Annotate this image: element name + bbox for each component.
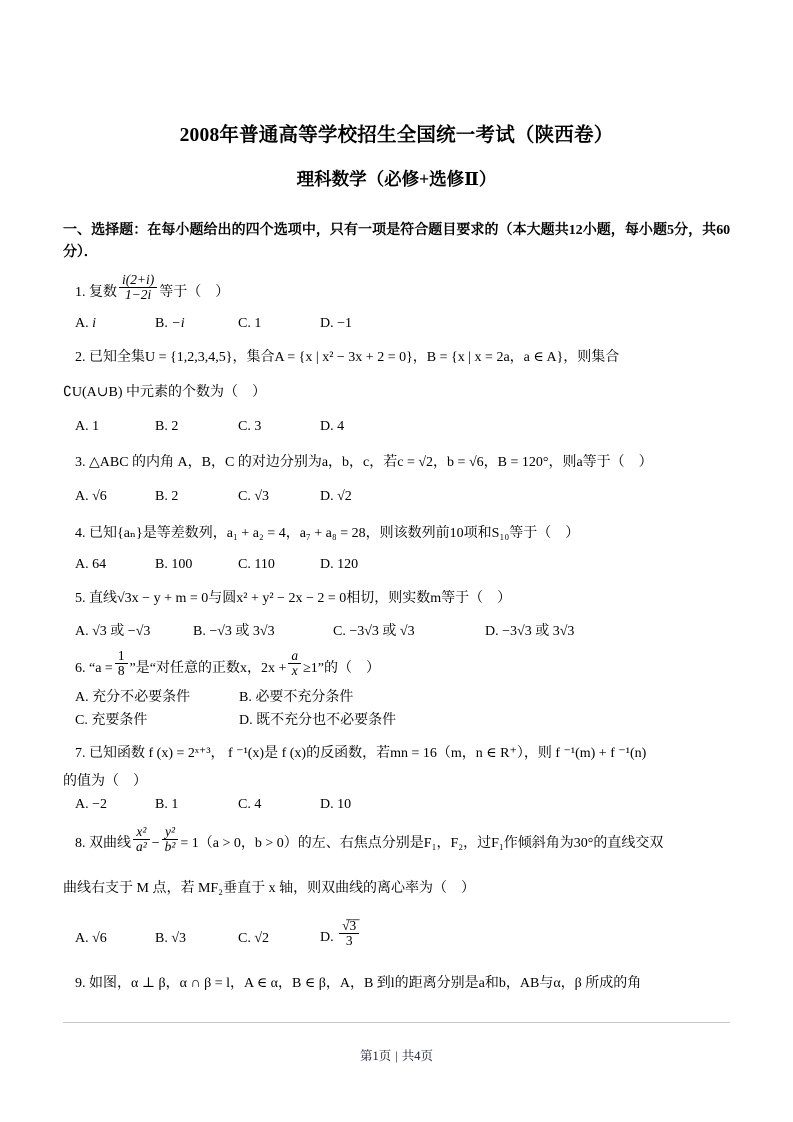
option-a[interactable]: A. √6 xyxy=(75,930,107,946)
question-6-stem: 6. “a = $\frac{1}{8}$ ”是“对任意的正数x，2x + $\frac{a}{x}$ ≥1”的（ ） xyxy=(75,648,380,679)
footer-divider xyxy=(63,1022,730,1023)
option-a[interactable]: A. 1 xyxy=(75,418,100,434)
option-c[interactable]: C. 110 xyxy=(238,556,275,572)
question-4-options xyxy=(63,554,730,575)
question-3-number: 3. xyxy=(75,454,86,470)
footer-total-pages: 共4页 xyxy=(401,1049,434,1063)
question-1 xyxy=(63,272,730,334)
question-8-fraction-y: $\frac{\text{y²}}{\text{b²}}$ xyxy=(162,825,179,854)
question-2-options xyxy=(63,416,730,437)
page-subtitle: 理科数学（必修+选修Ⅱ） xyxy=(296,169,497,190)
question-4-stem: 4. 已知{aₙ}是等差数列，a₁ + a₂ = 4，a₇ + a₈ = 28，则该数列前10项和S₁₀等于（ ） xyxy=(75,525,580,541)
option-d[interactable]: D. √2 xyxy=(320,488,352,504)
option-a[interactable]: A. i xyxy=(75,315,97,331)
question-1-fraction: $\frac{i(2+i)}{1-2i}$ xyxy=(119,273,157,302)
question-5-options xyxy=(63,621,730,642)
option-c[interactable]: C. 4 xyxy=(238,797,262,813)
question-1-stem xyxy=(63,272,730,307)
option-c[interactable]: C. 1 xyxy=(238,315,262,331)
question-5 xyxy=(63,588,730,642)
question-3-options xyxy=(63,486,730,507)
option-d[interactable]: D. −1 xyxy=(320,315,353,331)
option-d[interactable]: D. 10 xyxy=(320,797,352,813)
question-6-number: 6. xyxy=(75,660,86,676)
question-7-number: 7. xyxy=(75,746,86,762)
question-6-fraction-2: $\frac{a}{x}$ xyxy=(288,649,301,678)
question-7 xyxy=(63,743,730,815)
question-8-options xyxy=(63,917,730,952)
question-6-options-row2 xyxy=(63,710,730,731)
question-8-stem-line1: 8. 双曲线 $\frac{\text{x²}}{\text{a²}}$ − $\frac{\text{y²}}{\text{b²}}$ = 1（a > 0，b > 0）的左、右焦点分别是F₁，F₂，过F₁作倾斜角为30°的直线交双 xyxy=(75,823,664,854)
question-5-number: 5. xyxy=(75,590,86,606)
page-title: 2008年普通高等学校招生全国统一考试（陕西卷） xyxy=(179,125,614,146)
question-1-options xyxy=(63,313,730,334)
page-footer xyxy=(0,1046,793,1064)
question-6-fraction-1: $\frac{1}{8}$ xyxy=(115,649,128,678)
question-1-suffix: 等于（ ） xyxy=(159,284,230,300)
option-a[interactable]: A. 64 xyxy=(75,556,107,572)
option-b[interactable]: B. −√3 或 3√3 xyxy=(193,623,275,639)
question-5-stem: 5. 直线√3x − y + m = 0与圆x² + y² − 2x − 2 = 0相切，则实数m等于（ ） xyxy=(75,590,512,606)
question-7-stem-line1: 7. 已知函数 f (x) = 2ˣ⁺³， f ⁻¹(x)是 f (x)的反函数，若mn = 16（m，n ∈ R⁺），则 f ⁻¹(m) + f ⁻¹(n) xyxy=(75,746,647,762)
question-7-stem-line2: 的值为（ ） xyxy=(63,774,147,790)
question-2-stem-line2: ∁U(A∪B) 中元素的个数为（ ） xyxy=(63,384,267,400)
option-b[interactable]: B. 1 xyxy=(155,797,179,813)
footer-separator: | xyxy=(395,1049,398,1063)
option-c[interactable]: C. 充要条件 xyxy=(75,713,148,729)
option-c[interactable]: C. 3 xyxy=(238,418,262,434)
option-b[interactable]: B. 100 xyxy=(155,556,193,572)
option-d-fraction: $\frac{√̅3̅}{3}$ xyxy=(339,919,359,948)
option-b[interactable]: B. 2 xyxy=(155,488,179,504)
question-9 xyxy=(63,973,730,994)
question-8-number: 8. xyxy=(75,836,86,852)
option-a[interactable]: A. −2 xyxy=(75,797,108,813)
question-4-number: 4. xyxy=(75,525,86,541)
option-a[interactable]: A. √3 或 −√3 xyxy=(75,623,151,639)
question-9-number: 9. xyxy=(75,975,86,991)
question-3 xyxy=(63,452,730,507)
option-b[interactable]: B. −i xyxy=(155,315,185,331)
question-3-stem: 3. △ABC 的内角 A，B，C 的对边分别为a，b，c，若c = √2，b = √6，B = 120°，则a等于（ ） xyxy=(75,454,653,470)
question-7-options xyxy=(63,794,730,815)
footer-current-page: 第1页 xyxy=(359,1049,392,1063)
option-d[interactable]: D. $\frac{√̅3̅}{3}$ xyxy=(320,923,361,952)
question-9-stem: 9. 如图，α ⊥ β，α ∩ β = l，A ∈ α，B ∈ β，A，B 到l的距离分别是a和b，AB与α，β 所成的角 xyxy=(75,975,642,991)
section-header: 一、选择题：在每小题给出的四个选项中，只有一项是符合题目要求的（本大题共12小题，每小题5分，共60分）． xyxy=(63,223,730,261)
option-d[interactable]: D. 4 xyxy=(320,418,345,434)
option-a[interactable]: A. √6 xyxy=(75,488,107,504)
question-1-number: 1. xyxy=(75,284,86,300)
option-b[interactable]: B. 2 xyxy=(155,418,179,434)
question-1-prefix: 复数 xyxy=(89,284,117,300)
option-c[interactable]: C. −3√3 或 √3 xyxy=(333,623,415,639)
option-a[interactable]: A. 充分不必要条件 xyxy=(75,690,191,706)
question-6-options-row1 xyxy=(63,687,730,708)
option-d[interactable]: D. 120 xyxy=(320,556,359,572)
option-d[interactable]: D. −3√3 或 3√3 xyxy=(485,623,575,639)
question-6 xyxy=(63,648,730,731)
option-c[interactable]: C. √3 xyxy=(238,488,270,504)
option-c[interactable]: C. √2 xyxy=(238,930,270,946)
question-8-stem-line2: 曲线右支于 M 点，若 MF₂垂直于 x 轴，则双曲线的离心率为（ ） xyxy=(63,881,476,897)
question-2-stem-line1: 2. 已知全集U = {1,2,3,4,5}，集合A = {x | x² − 3x + 2 = 0}，B = {x | x = 2a，a ∈ A}，则集合 xyxy=(75,349,620,365)
question-4 xyxy=(63,523,730,575)
option-b[interactable]: B. 必要不充分条件 xyxy=(239,690,354,706)
question-2-number: 2. xyxy=(75,349,86,365)
option-b[interactable]: B. √3 xyxy=(155,930,187,946)
question-2 xyxy=(63,347,730,437)
question-8 xyxy=(63,823,730,952)
question-8-fraction-x: $\frac{\text{x²}}{\text{a²}}$ xyxy=(133,825,150,854)
option-d[interactable]: D. 既不充分也不必要条件 xyxy=(239,713,397,729)
